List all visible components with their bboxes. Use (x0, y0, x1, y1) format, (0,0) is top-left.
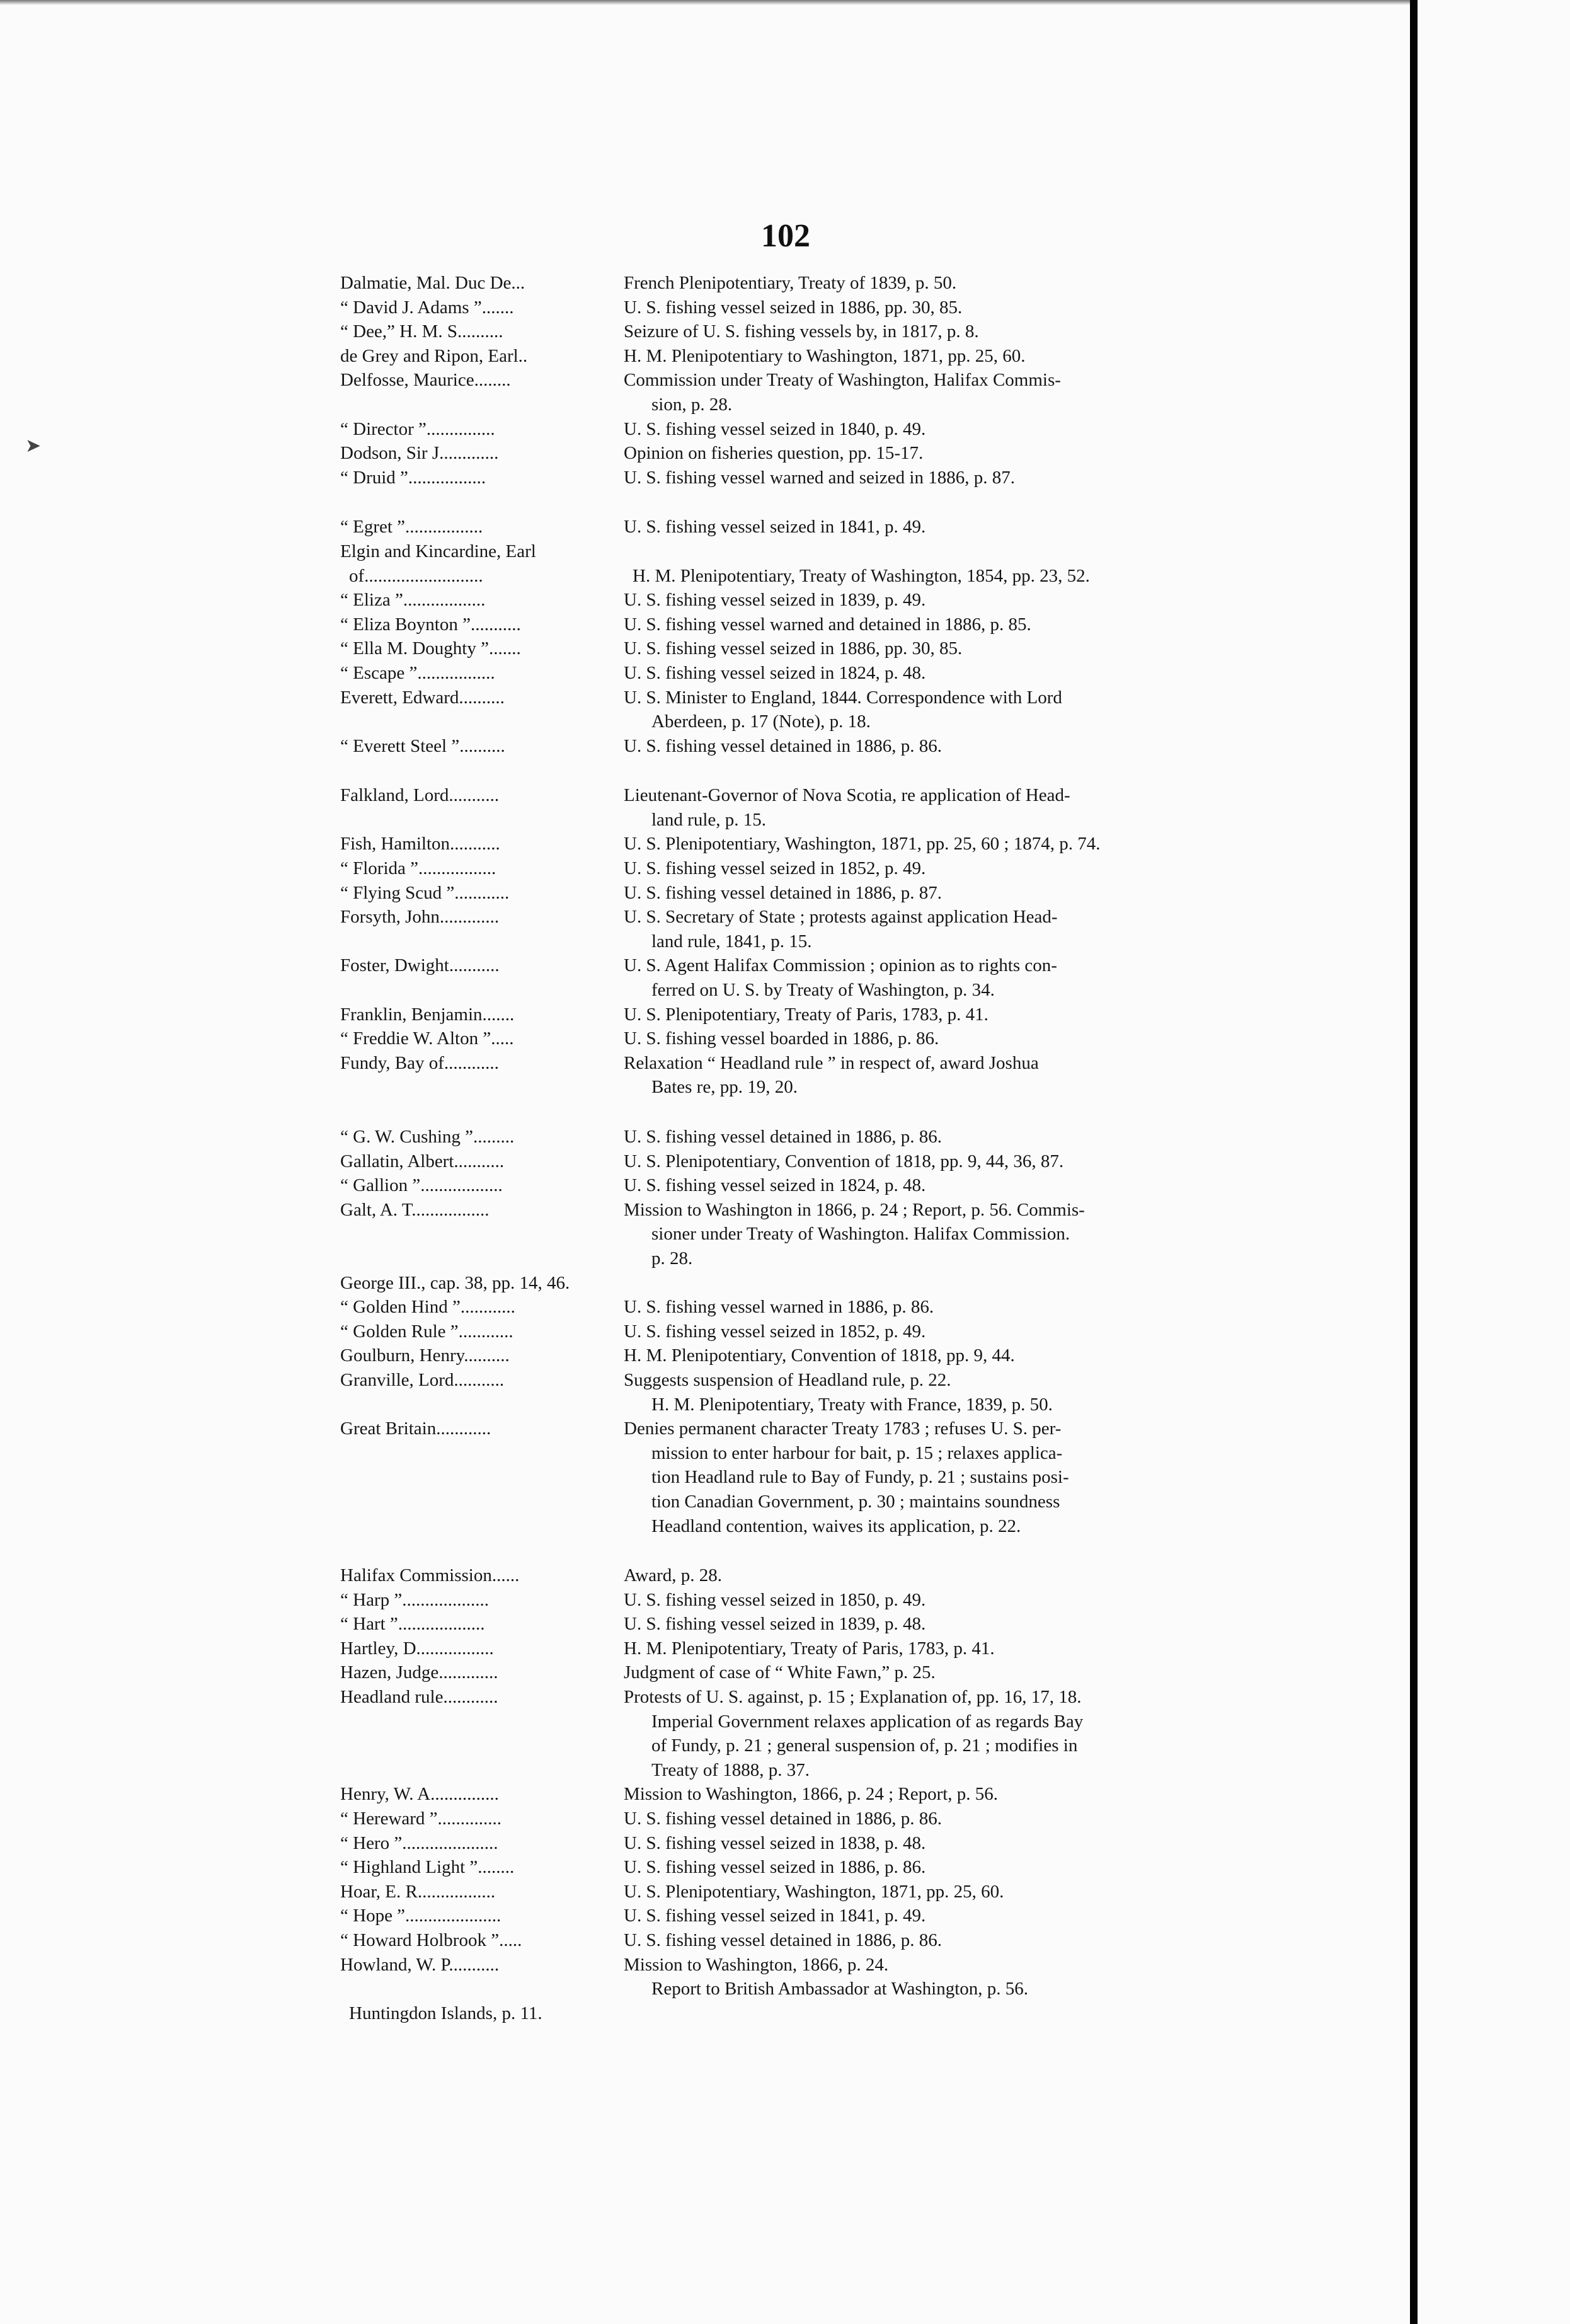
description-line: Mission to Washington, 1866, p. 24. (624, 1954, 889, 1975)
index-description (624, 1320, 1260, 1344)
index-term-text: Hoar, E. R................. (340, 1881, 496, 1902)
index-entry (340, 783, 1260, 832)
index-entry (340, 344, 1260, 369)
description-line: U. S. Plenipotentiary, Washington, 1871, pp. 25, 60 ; 1874, p. 74. (624, 834, 1101, 854)
index-description (624, 1295, 1260, 1320)
index-term-text: “ Everett Steel ”.......... (340, 735, 505, 756)
index-entry (340, 1125, 1260, 1149)
index-description (624, 856, 1260, 881)
index-term (340, 539, 536, 564)
description-line: Imperial Government relaxes application of as regards Bay (651, 1711, 1084, 1732)
description-line: tion Headland rule to Bay of Fundy, p. 21 ; sustains posi- (651, 1467, 1069, 1488)
index-term (340, 613, 624, 637)
description-line: U. S. fishing vessel seized in 1852, p. 49. (624, 1321, 926, 1342)
index-term-text: “ Flying Scud ”............ (340, 882, 510, 903)
index-term-text: Falkland, Lord........... (340, 785, 500, 806)
index-term (340, 734, 624, 759)
index-term-text: “ Dee,” H. M. S.......... (340, 321, 503, 342)
index-entry (340, 1320, 1260, 1344)
index-description (624, 686, 1260, 734)
index-term-text: Goulburn, Henry.......... (340, 1345, 510, 1366)
index-term-text: Hartley, D................. (340, 1638, 494, 1659)
index-description (624, 296, 1260, 320)
index-term-text: Foster, Dwight........... (340, 955, 500, 976)
index-term (340, 1685, 624, 1782)
index-description (624, 441, 1260, 466)
index-entry (340, 1343, 1260, 1368)
index-term-text: Delfosse, Maurice........ (340, 370, 511, 391)
description-line: Headland contention, waives its application, p. 22. (651, 1516, 1021, 1536)
description-line: H. M. Plenipotentiary, Treaty with France, 1839, p. 50. (651, 1394, 1053, 1415)
index-term (340, 1003, 624, 1027)
index-entry (340, 588, 1260, 613)
index-term-text: “ Highland Light ”........ (340, 1857, 515, 1878)
index-term (340, 1320, 624, 1344)
index-term-text: of.......................... (349, 565, 483, 586)
description-line: U. S. fishing vessel seized in 1841, p. 49. (624, 517, 926, 538)
index-entry (340, 368, 1260, 417)
description-line: U. S. fishing vessel seized in 1839, p. 48. (624, 1614, 926, 1635)
index-term-text: Henry, W. A............... (340, 1784, 499, 1805)
index-description (624, 1880, 1260, 1904)
index-description (624, 319, 1260, 344)
index-entry (340, 1149, 1260, 1174)
index-term (340, 636, 624, 661)
index-entry (340, 1612, 1260, 1637)
index-term (340, 953, 624, 1002)
description-line: U. S. fishing vessel seized in 1824, p. 48. (624, 662, 926, 683)
index-list (340, 271, 1260, 2025)
index-entry (340, 881, 1260, 906)
index-description (624, 1637, 1260, 1661)
index-description (624, 1807, 1260, 1831)
index-term-text: “ Gallion ”.................. (340, 1175, 503, 1196)
index-entry (340, 515, 1260, 539)
index-entry (340, 1563, 1260, 1588)
index-description (624, 1173, 1260, 1198)
index-entry (340, 1807, 1260, 1831)
margin-mark: ➤ (25, 435, 42, 457)
index-entry (340, 856, 1260, 881)
description-line: sioner under Treaty of Washington. Halifax Commission. (651, 1224, 1070, 1245)
index-description (624, 1782, 1260, 1807)
description-line: U. S. fishing vessel detained in 1886, p. 86. (624, 1809, 943, 1829)
index-description (624, 734, 1260, 759)
index-description (624, 1855, 1260, 1880)
index-term (340, 1831, 624, 1856)
index-term-text: “ Freddie W. Alton ”..... (340, 1028, 514, 1049)
index-description (624, 1343, 1260, 1368)
description-line: U. S. fishing vessel detained in 1886, p. 86. (624, 1930, 943, 1950)
index-term-text: Huntingdon Islands, p. 11. (349, 2003, 542, 2023)
index-description (624, 905, 1260, 953)
index-term (340, 588, 624, 613)
description-line: French Plenipotentiary, Treaty of 1839, p. 50. (624, 273, 957, 293)
index-term (340, 1051, 624, 1100)
index-entry (340, 1660, 1260, 1685)
index-description (624, 1660, 1260, 1685)
index-term-text: “ Harp ”................... (340, 1589, 489, 1610)
index-term (340, 905, 624, 953)
description-line: tion Canadian Government, p. 30 ; maintains soundness (651, 1491, 1060, 1512)
index-term (340, 686, 624, 734)
index-term-text: “ G. W. Cushing ”......... (340, 1127, 515, 1147)
index-entry (340, 1271, 1260, 1296)
description-line: U. S. fishing vessel detained in 1886, p. 86. (624, 735, 943, 756)
index-term (340, 417, 624, 442)
index-entry (340, 1831, 1260, 1856)
index-term-text: Dodson, Sir J............. (340, 443, 499, 464)
index-entry (340, 734, 1260, 759)
index-term-text: Galt, A. T................. (340, 1199, 490, 1220)
index-description (624, 271, 1260, 296)
index-term (340, 1588, 624, 1613)
index-entry (340, 1417, 1260, 1538)
index-term (340, 1295, 624, 1320)
index-term-text: “ Eliza Boynton ”........... (340, 614, 521, 635)
index-description (624, 1149, 1260, 1174)
index-description (624, 1953, 1260, 2001)
description-line: U. S. fishing vessel warned and seized in 1886, p. 87. (624, 467, 1015, 488)
description-line: Mission to Washington, 1866, p. 24 ; Report, p. 56. (624, 1784, 999, 1805)
index-entry (340, 1027, 1260, 1051)
index-description (624, 466, 1260, 490)
index-term (340, 661, 624, 686)
index-description (624, 417, 1260, 442)
index-description (624, 953, 1260, 1002)
description-line: land rule, p. 15. (651, 809, 767, 830)
index-term (340, 1880, 624, 1904)
index-term (340, 1612, 624, 1637)
index-description (624, 1685, 1260, 1782)
index-term-text: “ Hero ”..................... (340, 1832, 498, 1853)
index-term (340, 441, 624, 466)
index-description (624, 1417, 1260, 1538)
description-line: Aberdeen, p. 17 (Note), p. 18. (651, 711, 871, 732)
index-term-text: “ Escape ”................. (340, 662, 495, 683)
index-term-text: de Grey and Ripon, Earl.. (340, 345, 528, 366)
description-line: Suggests suspension of Headland rule, p. 22. (624, 1369, 951, 1390)
index-entry (340, 613, 1260, 637)
index-term (340, 1125, 624, 1149)
index-entry (340, 1295, 1260, 1320)
index-term (340, 1027, 624, 1051)
description-line: U. S. fishing vessel detained in 1886, p. 86. (624, 1127, 943, 1147)
page-number: 102 (761, 218, 810, 254)
description-line: U. S. Plenipotentiary, Treaty of Paris, 1783, p. 41. (624, 1004, 988, 1025)
description-line: ferred on U. S. by Treaty of Washington, p. 34. (651, 980, 995, 1001)
index-term-text: Howland, W. P........... (340, 1954, 500, 1975)
description-line: U. S. fishing vessel seized in 1824, p. 48. (624, 1175, 926, 1196)
index-description (624, 1027, 1260, 1051)
description-line: U. S. fishing vessel seized in 1840, p. 49. (624, 418, 926, 439)
index-description (536, 539, 1260, 564)
index-entry (340, 1051, 1260, 1100)
index-description (624, 783, 1260, 832)
index-entry (340, 832, 1260, 856)
index-entry (340, 1904, 1260, 1928)
index-term-text: Great Britain............ (340, 1418, 491, 1439)
index-term (340, 1807, 624, 1831)
index-term-text: “ David J. Adams ”....... (340, 297, 514, 318)
description-line: sion, p. 28. (651, 394, 733, 415)
index-term-text: “ Ella M. Doughty ”....... (340, 638, 521, 659)
index-entry (340, 1928, 1260, 1953)
index-description (624, 1051, 1260, 1100)
index-entry (340, 296, 1260, 320)
index-term (340, 1928, 624, 1953)
index-term-text: “ Hereward ”.............. (340, 1809, 502, 1829)
description-line: Relaxation “ Headland rule ” in respect of, award Joshua (624, 1052, 1039, 1073)
index-term (340, 1660, 624, 1685)
description-line: Denies permanent character Treaty 1783 ; refuses U. S. per- (624, 1418, 1062, 1439)
index-term-text: Dalmatie, Mal. Duc De... (340, 273, 525, 293)
index-entry (340, 417, 1260, 442)
description-line: U. S. fishing vessel seized in 1852, p. 49. (624, 858, 926, 879)
description-line: U. S. fishing vessel seized in 1838, p. 48. (624, 1832, 926, 1853)
index-description (624, 613, 1260, 637)
index-term (340, 1417, 624, 1538)
description-line: U. S. Agent Halifax Commission ; opinion as to rights con- (624, 955, 1057, 976)
index-entry (340, 441, 1260, 466)
index-description (624, 881, 1260, 906)
description-line: Seizure of U. S. fishing vessels by, in 1817, p. 8. (624, 321, 979, 342)
index-term (340, 296, 624, 320)
index-description (624, 1612, 1260, 1637)
index-term-text: Halifax Commission...... (340, 1565, 520, 1586)
page-top-edge (0, 0, 1418, 5)
index-term-text: “ Egret ”................. (340, 517, 483, 538)
index-term (340, 1368, 624, 1417)
description-line: U. S. fishing vessel warned and detained in 1886, p. 85. (624, 614, 1031, 635)
index-entry (349, 2001, 1260, 2026)
description-line: U. S. fishing vessel seized in 1839, p. 49. (624, 590, 926, 611)
index-entry (340, 1855, 1260, 1880)
description-line: mission to enter harbour for bait, p. 15 ; relaxes applica- (651, 1442, 1063, 1463)
index-description (624, 344, 1260, 369)
index-description (624, 1125, 1260, 1149)
description-line: Opinion on fisheries question, pp. 15-17. (624, 443, 924, 464)
index-entry (340, 1637, 1260, 1661)
index-term (340, 368, 624, 417)
description-line: U. S. Minister to England, 1844. Correspondence with Lord (624, 687, 1062, 708)
description-line: Bates re, pp. 19, 20. (651, 1077, 798, 1098)
index-term (340, 515, 624, 539)
index-description (624, 832, 1260, 856)
index-term-text: Forsyth, John............. (340, 907, 500, 928)
index-term (340, 1149, 624, 1174)
index-term-text: “ Florida ”................. (340, 858, 496, 879)
index-entry (340, 1588, 1260, 1613)
index-description (624, 661, 1260, 686)
description-line: U. S. fishing vessel seized in 1886, pp. 30, 85. (624, 297, 963, 318)
description-line: U. S. fishing vessel seized in 1841, p. 49. (624, 1906, 926, 1926)
index-entry (340, 319, 1260, 344)
index-term (340, 881, 624, 906)
index-term (340, 1782, 624, 1807)
index-entry (340, 1880, 1260, 1904)
index-term-text: “ Director ”............... (340, 418, 495, 439)
description-line: Mission to Washington in 1866, p. 24 ; Report, p. 56. Commis- (624, 1199, 1085, 1220)
index-entry (340, 1003, 1260, 1027)
index-term-text: Fundy, Bay of............ (340, 1052, 499, 1073)
index-entry (349, 564, 1260, 589)
index-term-text: “ Golden Hind ”............ (340, 1297, 515, 1318)
description-line: U. S. fishing vessel seized in 1850, p. 49. (624, 1589, 926, 1610)
description-line: H. M. Plenipotentiary, Treaty of Washington, 1854, pp. 23, 52. (633, 565, 1090, 586)
index-term (349, 564, 633, 589)
index-description (624, 636, 1260, 661)
index-description (633, 564, 1260, 589)
index-entry (340, 271, 1260, 296)
index-description (624, 1563, 1260, 1588)
index-entry (340, 1198, 1260, 1271)
index-term-text: “ Hope ”..................... (340, 1906, 501, 1926)
index-entry (340, 905, 1260, 953)
index-description (624, 1904, 1260, 1928)
description-line: of Fundy, p. 21 ; general suspension of, p. 21 ; modifies in (651, 1735, 1078, 1756)
description-line: Award, p. 28. (624, 1565, 723, 1586)
description-line: U. S. fishing vessel detained in 1886, p. 87. (624, 882, 943, 903)
index-term (340, 466, 624, 490)
index-description (624, 368, 1260, 417)
index-term (340, 1343, 624, 1368)
index-term (340, 1904, 624, 1928)
index-term (340, 783, 624, 832)
description-line: Report to British Ambassador at Washington, p. 56. (651, 1979, 1029, 1999)
description-line: Judgment of case of “ White Fawn,” p. 25. (624, 1662, 936, 1683)
index-term-text: Gallatin, Albert........... (340, 1151, 505, 1171)
index-term-text: Franklin, Benjamin....... (340, 1004, 515, 1025)
index-term-text: George III., cap. 38, pp. 14, 46. (340, 1272, 570, 1293)
index-term-text: Headland rule............ (340, 1687, 498, 1708)
index-term (340, 344, 624, 369)
index-term (340, 1637, 624, 1661)
index-term (340, 1953, 624, 2001)
index-term-text: “ Howard Holbrook ”..... (340, 1930, 522, 1950)
index-description (624, 588, 1260, 613)
index-term-text: “ Eliza ”.................. (340, 590, 486, 611)
index-term-text: “ Golden Rule ”............ (340, 1321, 513, 1342)
index-entry (340, 661, 1260, 686)
description-line: U. S. Plenipotentiary, Washington, 1871, pp. 25, 60. (624, 1881, 1004, 1902)
index-term-text: “ Druid ”................. (340, 467, 486, 488)
description-line: U. S. fishing vessel seized in 1886, pp. 30, 85. (624, 638, 963, 659)
index-term-text: Elgin and Kincardine, Earl (340, 541, 536, 561)
index-description (542, 2001, 1260, 2026)
description-line: H. M. Plenipotentiary, Convention of 1818, pp. 9, 44. (624, 1345, 1015, 1366)
index-term-text: Hazen, Judge............. (340, 1662, 498, 1683)
index-entry (340, 1782, 1260, 1807)
index-term-text: “ Hart ”................... (340, 1614, 485, 1635)
description-line: Commission under Treaty of Washington, Halifax Commis- (624, 370, 1061, 391)
description-line: U. S. Plenipotentiary, Convention of 1818, pp. 9, 44, 36, 87. (624, 1151, 1064, 1171)
description-line: U. S. fishing vessel boarded in 1886, p. 86. (624, 1028, 939, 1049)
index-entry (340, 636, 1260, 661)
description-line: Lieutenant-Governor of Nova Scotia, re application of Head- (624, 785, 1070, 806)
index-term (340, 1563, 624, 1588)
index-entry (340, 1368, 1260, 1417)
index-term (349, 2001, 542, 2026)
index-term-text: Everett, Edward.......... (340, 687, 505, 708)
index-entry (340, 1173, 1260, 1198)
description-line: U. S. fishing vessel warned in 1886, p. 86. (624, 1297, 934, 1318)
index-description (624, 1928, 1260, 1953)
index-entry (340, 953, 1260, 1002)
index-term (340, 856, 624, 881)
index-description (624, 1588, 1260, 1613)
description-line: H. M. Plenipotentiary to Washington, 1871, pp. 25, 60. (624, 345, 1026, 366)
index-term (340, 1173, 624, 1198)
index-description (624, 1368, 1260, 1417)
index-term (340, 1198, 624, 1271)
description-line: U. S. fishing vessel seized in 1886, p. 86. (624, 1857, 926, 1878)
description-line: Treaty of 1888, p. 37. (651, 1759, 810, 1780)
index-entry (340, 466, 1260, 490)
index-description (624, 1198, 1260, 1271)
index-entry (340, 1953, 1260, 2001)
description-line: U. S. Secretary of State ; protests against application Head- (624, 907, 1058, 928)
index-term (340, 319, 624, 344)
index-term (340, 271, 624, 296)
index-term (340, 1271, 570, 1296)
index-term (340, 1855, 624, 1880)
index-description (570, 1271, 1260, 1296)
index-entry (340, 1685, 1260, 1782)
facing-page-edge (1418, 0, 1570, 2324)
description-line: land rule, 1841, p. 15. (651, 931, 812, 952)
description-line: p. 28. (651, 1248, 693, 1268)
index-entry (340, 539, 1260, 564)
description-line: H. M. Plenipotentiary, Treaty of Paris, 1783, p. 41. (624, 1638, 995, 1659)
index-description (624, 1003, 1260, 1027)
index-term-text: Fish, Hamilton........... (340, 834, 500, 854)
index-entry (340, 686, 1260, 734)
index-term-text: Granville, Lord........... (340, 1369, 505, 1390)
index-description (624, 515, 1260, 539)
index-description (624, 1831, 1260, 1856)
index-term (340, 832, 624, 856)
description-line: Protests of U. S. against, p. 15 ; Explanation of, pp. 16, 17, 18. (624, 1687, 1082, 1708)
